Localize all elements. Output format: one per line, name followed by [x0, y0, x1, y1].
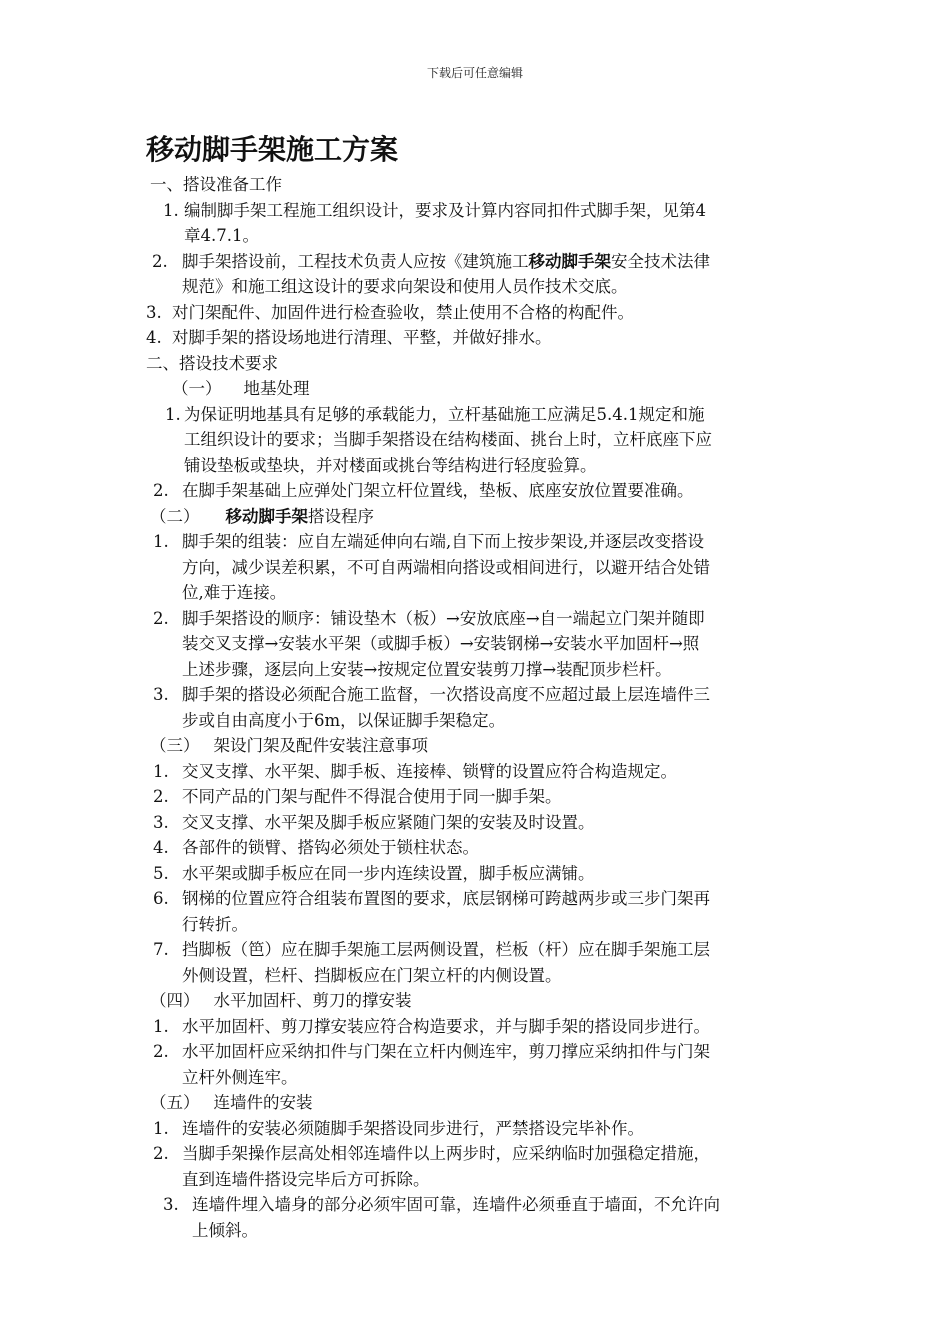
- list-item-number: 7.: [153, 940, 169, 959]
- list-item-line: 交叉支撑、水平架及脚手板应紧随门架的安装及时设置。: [182, 812, 595, 832]
- list-item-number: 2.: [153, 608, 169, 628]
- subsection-heading-line: [150, 504, 950, 530]
- list-item-number: 6.: [153, 889, 169, 908]
- list-item-line: 水平架或脚手板应在同一步内连续设置，脚手板应满铺。: [182, 863, 595, 883]
- subsection-heading-line: [150, 1090, 950, 1116]
- list-item-line: 工组织设计的要求；当脚手架搭设在结构楼面、挑台上时，立杆底座下应: [184, 430, 712, 449]
- list-item: [0, 886, 950, 937]
- list-item: [0, 784, 950, 810]
- list-item-line: 各部件的锁臂、搭钩必须处于锁柱状态。: [182, 838, 479, 857]
- document-body: [0, 172, 950, 1243]
- subsection-text: 地基处理: [243, 379, 310, 398]
- subsection-heading-line: [150, 733, 950, 759]
- list-item-number: 2.: [152, 251, 168, 271]
- list-item-number: 1.: [153, 1118, 169, 1138]
- list-item-line: 不同产品的门架与配件不得混合使用于同一脚手架。: [182, 787, 562, 806]
- list-item-line: 连墙件埋入墙身的部分必须牢固可靠，连墙件必须垂直于墙面，不允许向: [192, 1195, 720, 1214]
- section-heading-text: 二、搭设技术要求: [146, 353, 278, 373]
- list-item-line: 水平加固杆、剪刀撑安装应符合构造要求，并与脚手架的搭设同步进行。: [182, 1016, 710, 1036]
- list-item-number: 4.: [153, 838, 169, 857]
- list-item-line: 连墙件的安装必须随脚手架搭设同步进行，严禁搭设完毕补作。: [182, 1118, 644, 1138]
- list-item: [0, 1192, 950, 1243]
- list-item-line: 铺设垫板或垫块，并对楼面或挑台等结构进行轻度验算。: [184, 455, 597, 475]
- list-item: [0, 682, 950, 733]
- list-item: [0, 1039, 950, 1090]
- list-item-line: 脚手架搭设的顺序：铺设垫木（板）→安放底座→自一端起立门架并随即: [182, 608, 705, 628]
- subsection-heading: [0, 733, 950, 759]
- list-item-line: 章4.7.1。: [184, 226, 259, 245]
- list-item-number: 1.: [165, 404, 181, 424]
- subsection-heading-line: [150, 988, 950, 1014]
- list-item-line: 行转折。: [182, 914, 248, 934]
- list-item-line: 水平加固杆应采纳扣件与门架在立杆内侧连牢，剪刀撑应采纳扣件与门架: [182, 1042, 710, 1061]
- list-item: [0, 861, 950, 887]
- section-heading-text: 一、搭设准备工作: [150, 175, 282, 194]
- section-heading: [0, 351, 950, 377]
- list-item-line: 挡脚板（笆）应在脚手架施工层两侧设置，栏板（杆）应在脚手架施工层: [182, 940, 710, 959]
- list-item-number: 4.: [146, 328, 162, 347]
- list-item: [0, 402, 950, 479]
- subsection-text: 连墙件的安装: [213, 1093, 313, 1112]
- list-item-number: 1.: [153, 1016, 169, 1036]
- subsection-label: （一）: [172, 379, 222, 398]
- subsection-heading: [0, 1090, 950, 1116]
- list-item-line: 上倾斜。: [192, 1220, 258, 1240]
- subsection-heading: [0, 988, 950, 1014]
- list-item: [0, 1116, 950, 1142]
- list-item-line: 立杆外侧连牢。: [182, 1067, 298, 1087]
- subsection-label: （四）: [150, 991, 200, 1010]
- subsection-label: （三）: [150, 736, 200, 755]
- list-item-line: 上述步骤，逐层向上安装→按规定位置安装剪刀撑→装配顶步栏杆。: [182, 659, 672, 679]
- list-item-line: 步或自由高度小于6m，以保证脚手架稳定。: [182, 710, 506, 730]
- list-item-line: 方向，减少误差积累，不可自两端相向搭设或相间进行，以避开结合处错: [182, 557, 710, 577]
- list-item: [0, 249, 950, 300]
- list-item: [0, 478, 950, 504]
- subsection-heading-line: [172, 376, 950, 402]
- list-item-line: 外侧设置，栏杆、挡脚板应在门架立杆的内侧设置。: [182, 965, 562, 985]
- subsection-text: 水平加固杆、剪刀的撑安装: [213, 991, 412, 1010]
- list-item-number: 2.: [153, 481, 169, 500]
- page-header-note: 下载后可任意编辑: [426, 66, 523, 80]
- list-item-emphasis: 移动脚手架: [528, 251, 611, 271]
- list-item-text: 安全技术法律: [611, 251, 710, 271]
- list-item: [0, 325, 950, 351]
- list-item-number: 1.: [153, 761, 169, 781]
- list-item-line: 装交叉支撑→安装水平架（或脚手板）→安装钢梯→安装水平加固杆→照: [182, 634, 700, 653]
- list-item: [0, 300, 950, 326]
- list-item-line: 规范》和施工组这设计的要求向架设和使用人员作技术交底。: [182, 277, 628, 296]
- section-heading: [0, 172, 950, 198]
- list-item-number: 3.: [153, 812, 169, 832]
- list-item-line: 对脚手架的搭设场地进行清理、平整，并做好排水。: [172, 328, 552, 347]
- list-item-number: 3.: [146, 302, 162, 322]
- list-item-number: 2.: [153, 787, 169, 806]
- list-item-number: 1.: [163, 200, 179, 220]
- list-item: [0, 198, 950, 249]
- subsection-emphasis: 移动脚手架: [225, 506, 308, 526]
- list-item-number: 5.: [153, 863, 169, 883]
- list-item-line: 编制脚手架工程施工组织设计，要求及计算内容同扣件式脚手架，见第4: [184, 200, 706, 220]
- subsection-heading: [0, 504, 950, 530]
- document-title: 移动脚手架施工方案: [146, 133, 399, 166]
- list-item-line: 位,难于连接。: [182, 583, 287, 602]
- subsection-label: （二）: [150, 506, 200, 526]
- list-item: [0, 759, 950, 785]
- list-item-number: 2.: [153, 1144, 169, 1163]
- list-item: [0, 529, 950, 606]
- list-item-number: 3.: [153, 685, 169, 704]
- list-item: [0, 1014, 950, 1040]
- list-item-number: 3.: [163, 1195, 179, 1214]
- list-item: [0, 835, 950, 861]
- list-item-line: [182, 249, 950, 275]
- list-item-line: 钢梯的位置应符合组装布置图的要求，底层钢梯可跨越两步或三步门架再: [182, 889, 710, 908]
- list-item: [0, 937, 950, 988]
- list-item-line: 当脚手架操作层高处相邻连墙件以上两步时，应采纳临时加强稳定措施，: [182, 1144, 710, 1163]
- list-item-line: 脚手架的组装：应自左端延伸向右端,自下而上按步架设,并逐层改变搭设: [182, 532, 704, 551]
- subsection-heading: [0, 376, 950, 402]
- list-item-line: 脚手架的搭设必须配合施工监督，一次搭设高度不应超过最上层连墙件三: [182, 685, 710, 704]
- list-item: [0, 1141, 950, 1192]
- subsection-text: 架设门架及配件安装注意事项: [213, 736, 428, 755]
- subsection-text: 搭设程序: [308, 506, 374, 526]
- list-item-number: 2.: [153, 1042, 169, 1061]
- list-item-text: 脚手架搭设前，工程技术负责人应按《建筑施工: [182, 251, 529, 271]
- list-item-line: 交叉支撑、水平架、脚手板、连接棒、锁臂的设置应符合构造规定。: [182, 761, 677, 781]
- list-item-line: 在脚手架基础上应弹处门架立杆位置线，垫板、底座安放位置要准确。: [182, 481, 694, 500]
- list-item-line: 对门架配件、加固件进行检查验收，禁止使用不合格的构配件。: [172, 302, 634, 322]
- subsection-label: （五）: [150, 1093, 200, 1112]
- list-item: [0, 810, 950, 836]
- list-item-line: 为保证明地基具有足够的承载能力，立杆基础施工应满足5.4.1规定和施: [184, 404, 705, 424]
- list-item: [0, 606, 950, 683]
- list-item-number: 1.: [153, 532, 169, 551]
- list-item-line: 直到连墙件搭设完毕后方可拆除。: [182, 1169, 430, 1189]
